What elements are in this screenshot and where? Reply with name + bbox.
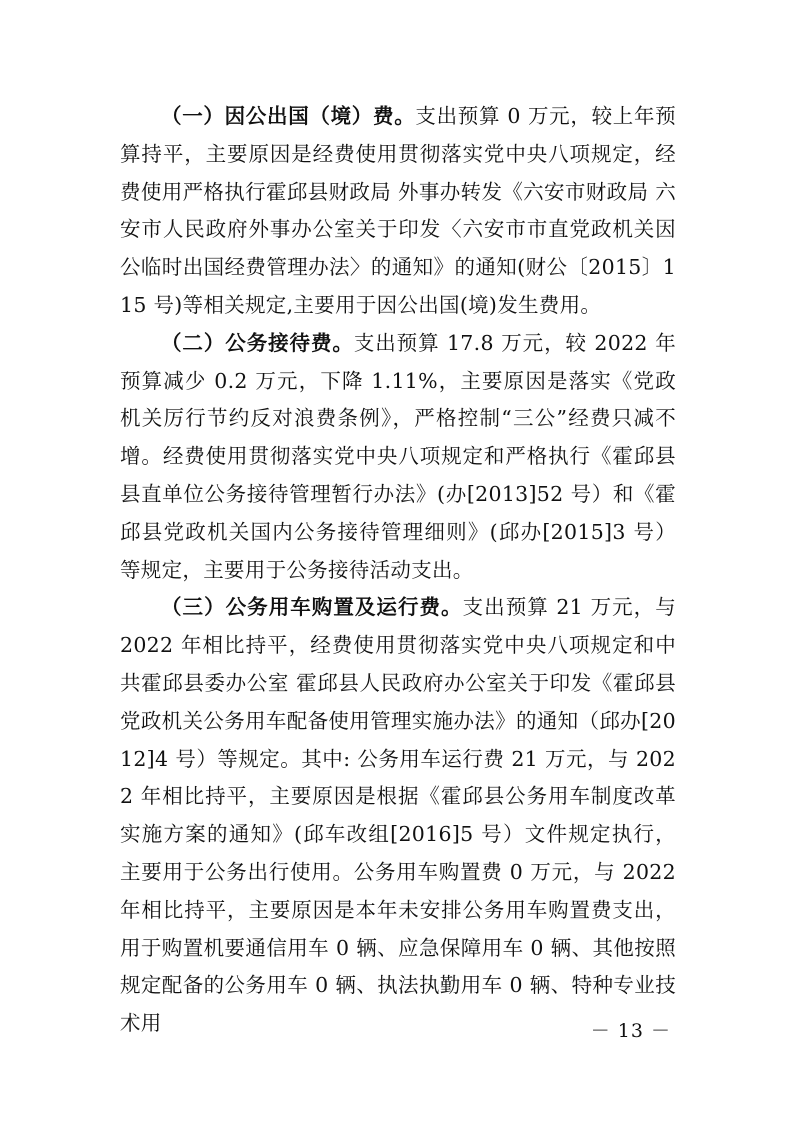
body-official-reception: 支出预算 17.8 万元，较 2022 年预算减少 0.2 万元，下降 1.11%，主要原因是落实《党政机关厉行节约反对浪费条例》，严格控制“三公”经费只减不增。经费使用贯彻落实党中央八项规定和严格执行《霍邱县县直单位公务接待管理暂行办法》(办[2013]52 号）和《霍邱县党政机关国内公务接待管理细则》(邱办[2015]3 号）等规定，主要用于公务接待活动支出。 bbox=[120, 330, 676, 582]
body-foreign-travel: 支出预算 0 万元，较上年预算持平，主要原因是经费使用贯彻落实党中央八项规定，经费使用严格执行霍邱县财政局 外事办转发《六安市财政局 六安市人民政府外事办公室关于印发〈六安市市直党政机关因公临时出国经费管理办法〉的通知》的通知(财公〔2015〕115 号)等相关规定,主要用于因公出国(境)发生费用。 bbox=[120, 104, 676, 317]
heading-foreign-travel: （一）因公出国（境）费。 bbox=[161, 104, 416, 128]
paragraph-official-reception bbox=[120, 325, 676, 590]
document-body bbox=[120, 98, 676, 1043]
paragraph-official-vehicles bbox=[120, 589, 676, 1043]
heading-official-reception: （二）公务接待费。 bbox=[161, 330, 354, 355]
heading-official-vehicles: （三）公务用车购置及运行费。 bbox=[161, 595, 463, 620]
paragraph-foreign-travel bbox=[120, 98, 676, 325]
page-number: － 13 － bbox=[590, 1020, 671, 1042]
body-official-vehicles: 支出预算 21 万元，与 2022 年相比持平，经费使用贯彻落实党中央八项规定和中共霍邱县委办公室 霍邱县人民政府办公室关于印发《霍邱县党政机关公务用车配备使用管理实施办法》的通知（邱办[2012]4 号）等规定。其中: 公务用车运行费 21 万元，与 2022 年相比持平，主要原因是根据《霍邱县公务用车制度改革实施方案的通知》(邱车改组[2016]5 号）文件规定执行，主要用于公务出行使用。公务用车购置费 0 万元，与 2022 年相比持平，主要原因是本年未安排公务用车购置费支出，用于购置机要通信用车 0 辆、应急保障用车 0 辆、其他按照规定配备的公务用车 0 辆、执法执勤用车 0 辆、特种专业技术用 bbox=[120, 595, 677, 1036]
